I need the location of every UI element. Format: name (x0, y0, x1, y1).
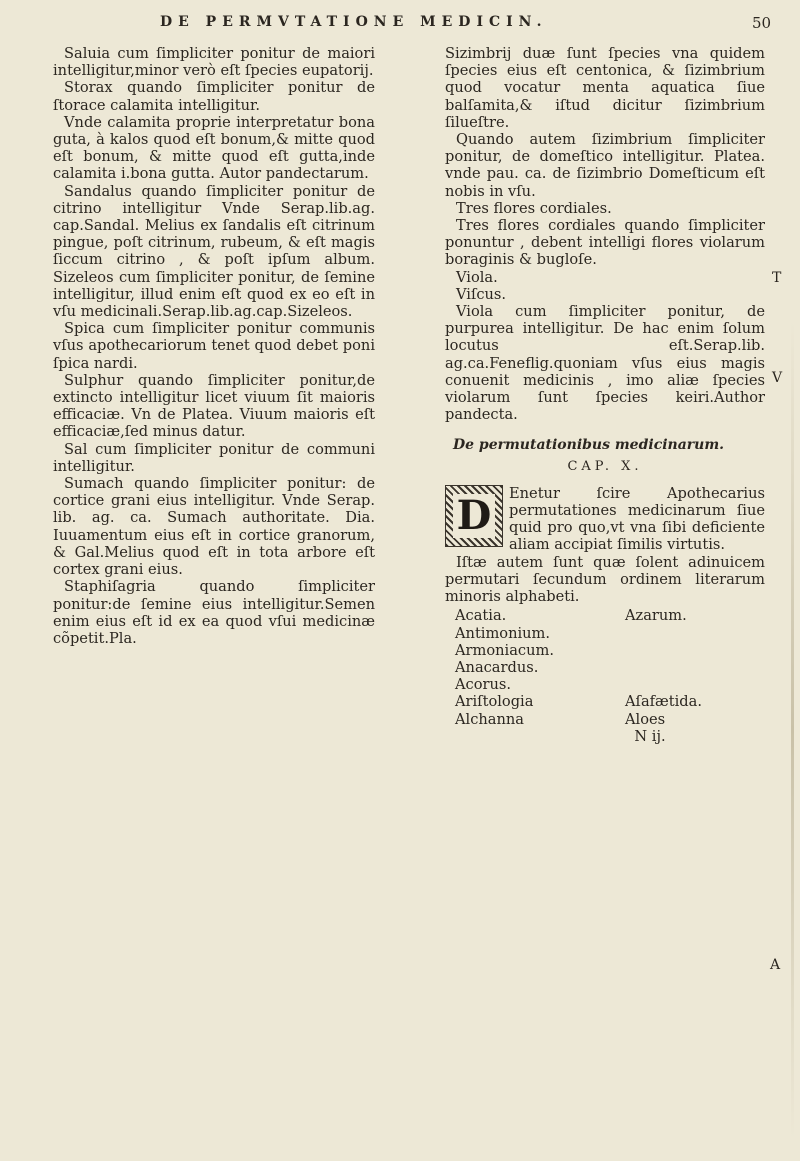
list-item: Anacardus. (455, 658, 539, 676)
margin-letter: V (772, 370, 783, 386)
initial-letter: D (453, 494, 496, 538)
list-item: Antimonium. (455, 624, 551, 642)
paragraph: Sizimbrij duæ ſunt ſpecies vna quidem ſpecies eius eſt centonica, & ſizimbrium quod vocatur menta aquatica ſiue balſamita,& iſtud dicitur ſizimbrium ſilueſtre. (445, 45, 765, 131)
list-item: Aſafætida. (625, 693, 702, 711)
paragraph: Quando autem ſizimbrium ſimpliciter ponitur, de domeſtico intelligitur. Platea. vnde pau. ca. de ſizimbrio Domeſticum eſt nobis in vſu. (445, 131, 765, 200)
paragraph: Saluia cum ſimpliciter ponitur de maiori intelligitur,minor verò eſt ſpecies eupatorij. (53, 45, 375, 80)
paragraph: Sandalus quando ſimpliciter ponitur de citrino intelligitur Vnde Serap.lib.ag. cap.Sandal. Melius ex ſandalis eſt citrinum pingue, poſt citrinum, rubeum, & eſt magis ſiccum citrino , & poſt ipſum album. Sizeleos cum ſimpliciter ponitur, de ſemine intelligitur, illud enim eſt quod ex eo eſt in vſu medicinali.Serap.lib.ag.cap.Sizeleos. (53, 182, 375, 321)
list-item: Azarum. (625, 607, 687, 625)
list-item (625, 642, 775, 659)
chapter-title: De permutationibus medicinarum. (453, 437, 725, 454)
list-item: Aloes (625, 710, 666, 728)
left-column (53, 45, 375, 647)
entry-heading: Viſcus. (456, 285, 507, 303)
paragraph: Tres flores cordiales quando ſimpliciter ponuntur , debent intelligi flores violarum boraginis & bugloſe. (445, 217, 765, 269)
margin-letter: A (770, 957, 781, 973)
paragraph: Spica cum ſimpliciter ponitur communis vſus apothecariorum tenet quod debet poni ſpica nardi. (53, 320, 375, 372)
paragraph: Sulphur quando ſimpliciter ponitur,de extincto intelligitur licet viuum ſit maioris efficaciæ. Vn de Platea. Viuum maioris eſt efficaciæ,ſed minus datur. (53, 371, 375, 441)
signature-mark: N ij. (634, 727, 666, 745)
substitution-list (455, 607, 765, 727)
paragraph: Vnde calamita proprie interpretatur bona guta, à kalos quod eſt bonum,& mitte quod eſt bonum, & mitte quod eſt gutta,inde calamita i.bona gutta. Autor pandectarum. (53, 113, 375, 183)
list-item: Armoniacum. (455, 641, 554, 659)
page-edge (791, 320, 794, 1140)
margin-letter: T (772, 270, 782, 286)
list-item (625, 625, 775, 642)
list-item: Acatia. (455, 607, 507, 625)
list-item: Alchanna (455, 710, 524, 728)
decorated-initial-icon (445, 485, 503, 547)
entry-heading: Tres flores cordiales. (456, 199, 612, 217)
running-head: DE PERMVTATIONE MEDICIN. (160, 14, 548, 30)
chapter-number: CAP. X. (567, 458, 643, 474)
folio-number: 50 (752, 14, 772, 32)
right-column (445, 45, 765, 745)
list-item: Acorus. (455, 676, 512, 694)
paragraph: Sumach quando ſimpliciter ponitur: de cortice grani eius intelligitur. Vnde Serap. lib. ag. ca. Sumach authoritate. Dia. Iuuamentum eius eſt in cortice granorum, & Gal.Melius quod eſt in tota arbore eſt cortex grani eius. (53, 475, 375, 579)
entry-heading: Viola. (456, 268, 498, 286)
list-item: Ariſtologia (455, 693, 534, 711)
chapter-intro (445, 485, 765, 554)
paragraph: Viola cum ſimpliciter ponitur, de purpurea intelligitur. De hac enim ſolum locutus eſt.Serap.lib. ag.ca.Feneflig.quoniam vſus eius magis conuenit medicinis , imo aliæ ſpecies violarum ſunt ſpecies keiri.Author pandecta. (445, 303, 765, 424)
paragraph: Enetur ſcire Apothecarius permutationes medicinarum ſiue quid pro quo,vt vna ſibi deficiente aliam accipiat ſimilis virtutis. (509, 484, 765, 554)
paragraph: Storax quando ſimpliciter ponitur de ſtorace calamita intelligitur. (53, 79, 375, 114)
paragraph: Sal cum ſimpliciter ponitur de communi intelligitur. (53, 440, 375, 475)
list-item (625, 659, 775, 676)
paragraph: Iſtæ autem ſunt quæ ſolent adinuicem permutari ſecundum ordinem literarum minoris alphabeti. (445, 553, 765, 606)
list-item (625, 676, 775, 693)
paragraph: Staphiſagria quando ſimpliciter ponitur:de ſemine eius intelligitur.Semen enim eius eſt id ex ea quod vſui medicinæ cõpetit.Pla. (53, 578, 375, 647)
